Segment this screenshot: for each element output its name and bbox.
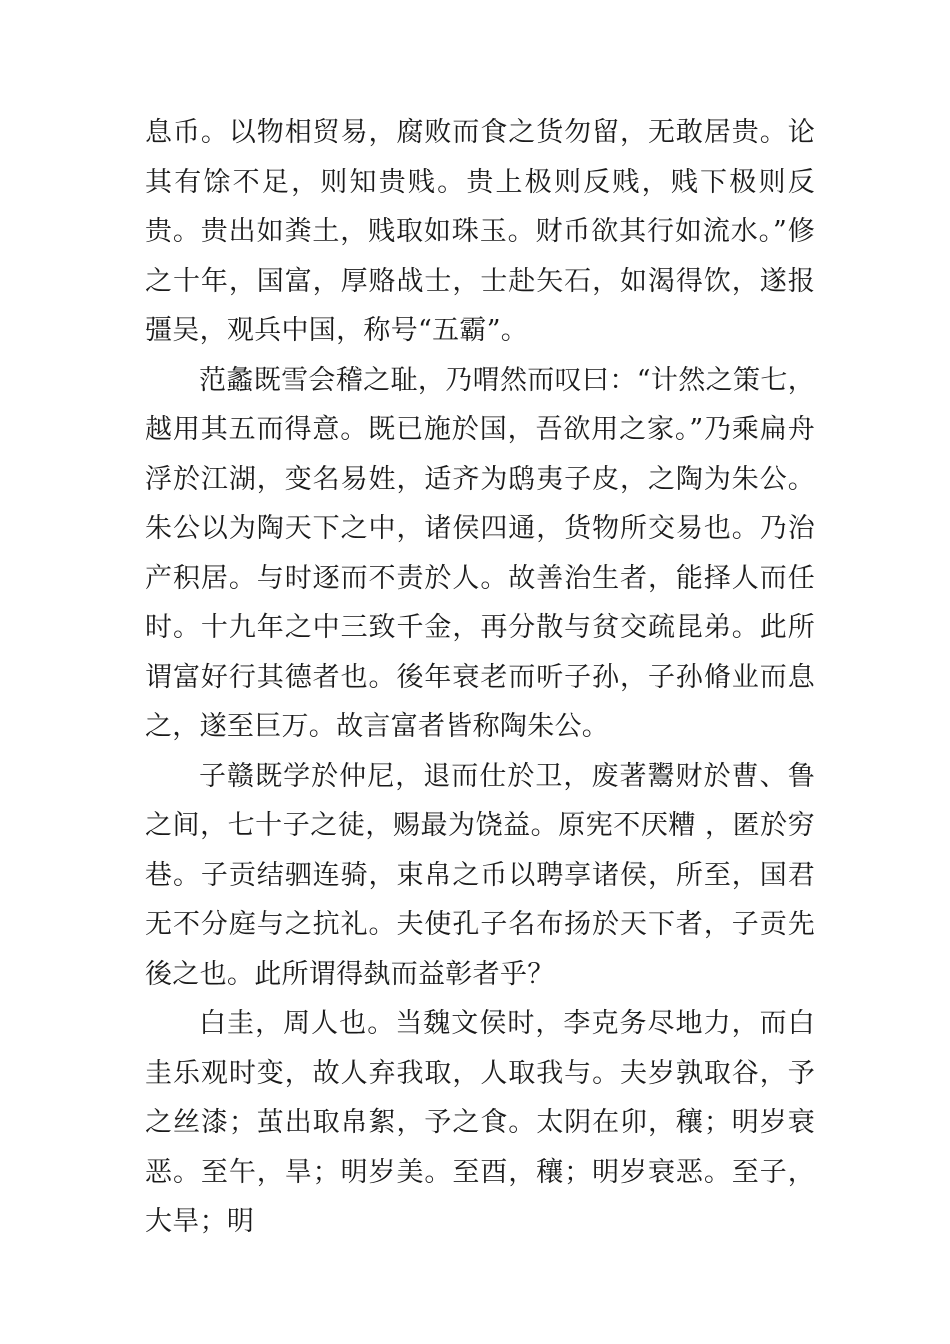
paragraph-4: 白圭，周人也。当魏文侯时，李克务尽地力，而白圭乐观时变，故人弃我取，人取我与。夫岁孰取谷，予之丝漆；茧出取帛絮，予之食。太阴在卯，穰；明岁衰恶。至午，旱；明岁美。至酉，穰；明岁衰恶。至子，大旱；明 [145,1008,815,1237]
body-text [145,108,815,1247]
paragraph-1: 息币。以物相贸易，腐败而食之货勿留，无敢居贵。论其有馀不足，则知贵贱。贵上极则反贱，贱下极则反贵。贵出如粪土，贱取如珠玉。财币欲其行如流水。”修之十年，国富，厚赂战士，士赴矢石，如渴得饮，遂报彊吴，观兵中国，称号“五霸”。 [145,117,815,346]
paragraph-2: 范蠡既雪会稽之耻，乃喟然而叹曰：“计然之策七，越用其五而得意。既已施於国，吾欲用之家。”乃乘扁舟浮於江湖，变名易姓，适齐为鸱夷子皮，之陶为朱公。朱公以为陶天下之中，诸侯四通，货物所交易也。乃治产积居。与时逐而不责於人。故善治生者，能择人而任时。十九年之中三致千金，再分散与贫交疏昆弟。此所谓富好行其德者也。後年衰老而听子孙，子孙脩业而息之，遂至巨万。故言富者皆称陶朱公。 [145,364,815,742]
paragraph-3: 子赣既学於仲尼，退而仕於卫，废著鬻财於曹、鲁之间，七十子之徒，赐最为饶益。原宪不厌糟 ，匿於穷巷。子贡结驷连骑，束帛之币以聘享诸侯，所至，国君无不分庭与之抗礼。夫使孔子名布扬於天下者，子贡先後之也。此所谓得埶而益彰者乎？ [145,760,815,990]
